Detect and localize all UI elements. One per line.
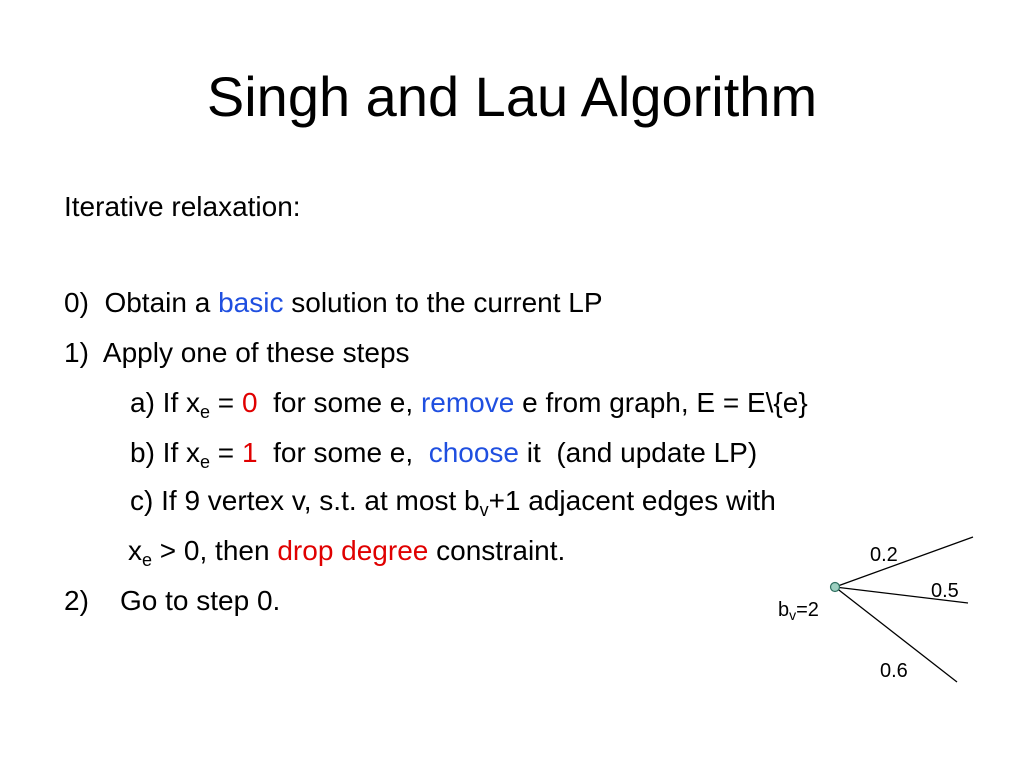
step-b-text3: it (and update LP) [519,437,758,468]
step-c2-text1: x [128,535,142,566]
step-a-action: remove [420,387,515,418]
intro-text: Iterative relaxation: [64,191,301,222]
step-a-subscript: e [200,402,211,422]
step-a-value: 0 [241,387,258,418]
step-2: 2) Go to step 0. [64,585,281,616]
step-b-text2: for some e, [257,437,429,468]
step-a-text2: for some e, [257,387,421,418]
step-b-text1: b) If x [130,437,201,468]
step-0-suffix: solution to the current LP [283,287,603,318]
vertex-label-prefix: b [778,599,790,621]
step-c2-text2: > 0, then [152,535,278,566]
step-0-highlight: basic [218,287,284,318]
edge-label-middle: 0.5 [931,580,959,602]
vertex-degree-label [778,598,819,622]
step-0-prefix: 0) Obtain a [64,287,219,318]
step-a-eq: = [210,387,242,418]
step-c-text1: c) If 9 vertex v, s.t. at most b [130,485,480,516]
step-b-value: 1 [241,437,258,468]
slide-title: Singh and Lau Algorithm [206,65,818,128]
vertex-node [831,583,840,592]
step-a-text1: a) If x [130,387,201,418]
step-c-subscript: v [479,500,489,520]
vertex-label-subscript: v [789,607,797,623]
step-b-subscript: e [200,452,211,472]
edge-label-upper: 0.2 [870,544,898,566]
edge-label-lower: 0.6 [880,660,908,682]
step-b-action: choose [428,437,519,468]
step-c-text2: +1 adjacent edges with [488,485,776,516]
step-a-text3: e from graph, E = E\{e} [514,387,808,418]
step-c2-subscript: e [142,550,153,570]
vertex-label-suffix: =2 [796,599,819,621]
step-c2-action: drop degree [277,535,429,566]
step-c2-text3: constraint. [428,535,566,566]
step-1: 1) Apply one of these steps [64,337,410,368]
step-b-eq: = [210,437,242,468]
